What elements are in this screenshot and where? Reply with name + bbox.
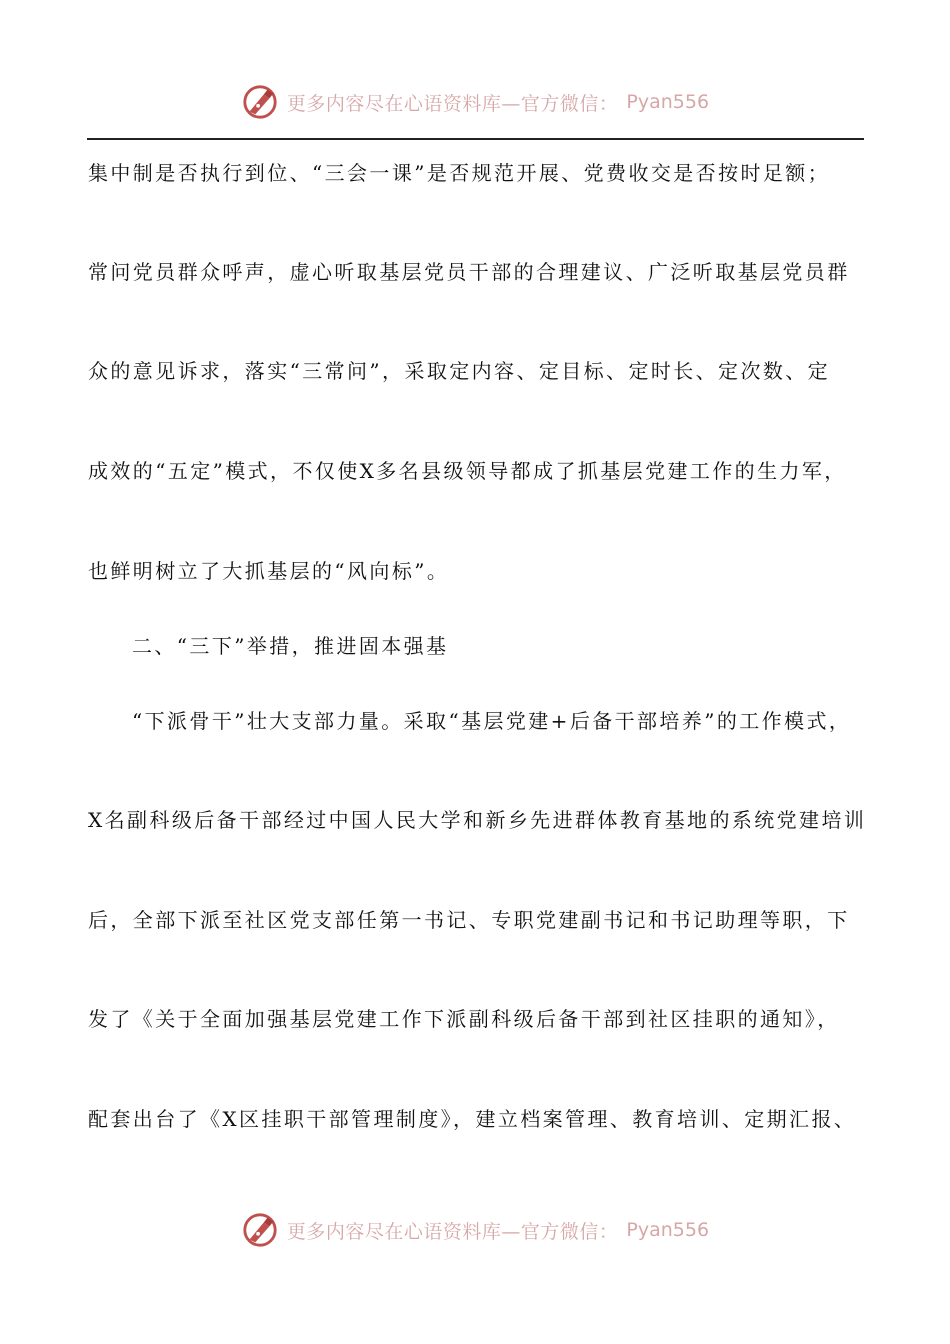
pen-nib-icon [241, 83, 279, 121]
footer-banner-text: 更多内容尽在心语资料库—官方微信： [286, 1220, 619, 1243]
header-banner-id: Pyan556 [626, 91, 710, 113]
body-line: 配套出台了《X区挂职干部管理制度》，建立档案管理、教育培训、定期汇报、 [88, 1107, 857, 1131]
body-line: 也鲜明树立了大抓基层的“风向标”。 [88, 559, 450, 583]
body-line: “下派骨干”壮大支部力量。采取“基层党建+后备干部培养”的工作模式， [132, 709, 852, 733]
body-line: 常问党员群众呼声，虚心听取基层党员干部的合理建议、广泛听取基层党员群 [88, 260, 850, 284]
body-line: X名副科级后备干部经过中国人民大学和新乡先进群体教育基地的系统党建培训 [88, 808, 867, 832]
body-line: 发了《关于全面加强基层党建工作下派副科级后备干部到社区挂职的通知》， [88, 1007, 840, 1031]
footer-banner-id: Pyan556 [626, 1219, 710, 1241]
pen-nib-icon [241, 1211, 279, 1249]
body-line: 众的意见诉求，落实“三常问”，采取定内容、定目标、定时长、定次数、定 [88, 359, 831, 383]
header-banner-content [241, 83, 709, 121]
body-line: 后，全部下派至社区党支部任第一书记、专职党建副书记和书记助理等职，下 [88, 908, 850, 932]
footer-banner-content [241, 1211, 709, 1249]
header-banner-text: 更多内容尽在心语资料库—官方微信： [286, 92, 619, 115]
footer-banner [0, 1208, 950, 1252]
body-line: 集中制是否执行到位、“三会一课”是否规范开展、党费收交是否按时足额； [88, 161, 831, 185]
header-divider [87, 138, 864, 140]
body-line: 成效的“五定”模式，不仅使X多名县级领导都成了抓基层党建工作的生力军， [88, 459, 847, 483]
section-heading: 二、“三下”举措，推进固本强基 [132, 634, 449, 658]
header-banner [0, 80, 950, 124]
